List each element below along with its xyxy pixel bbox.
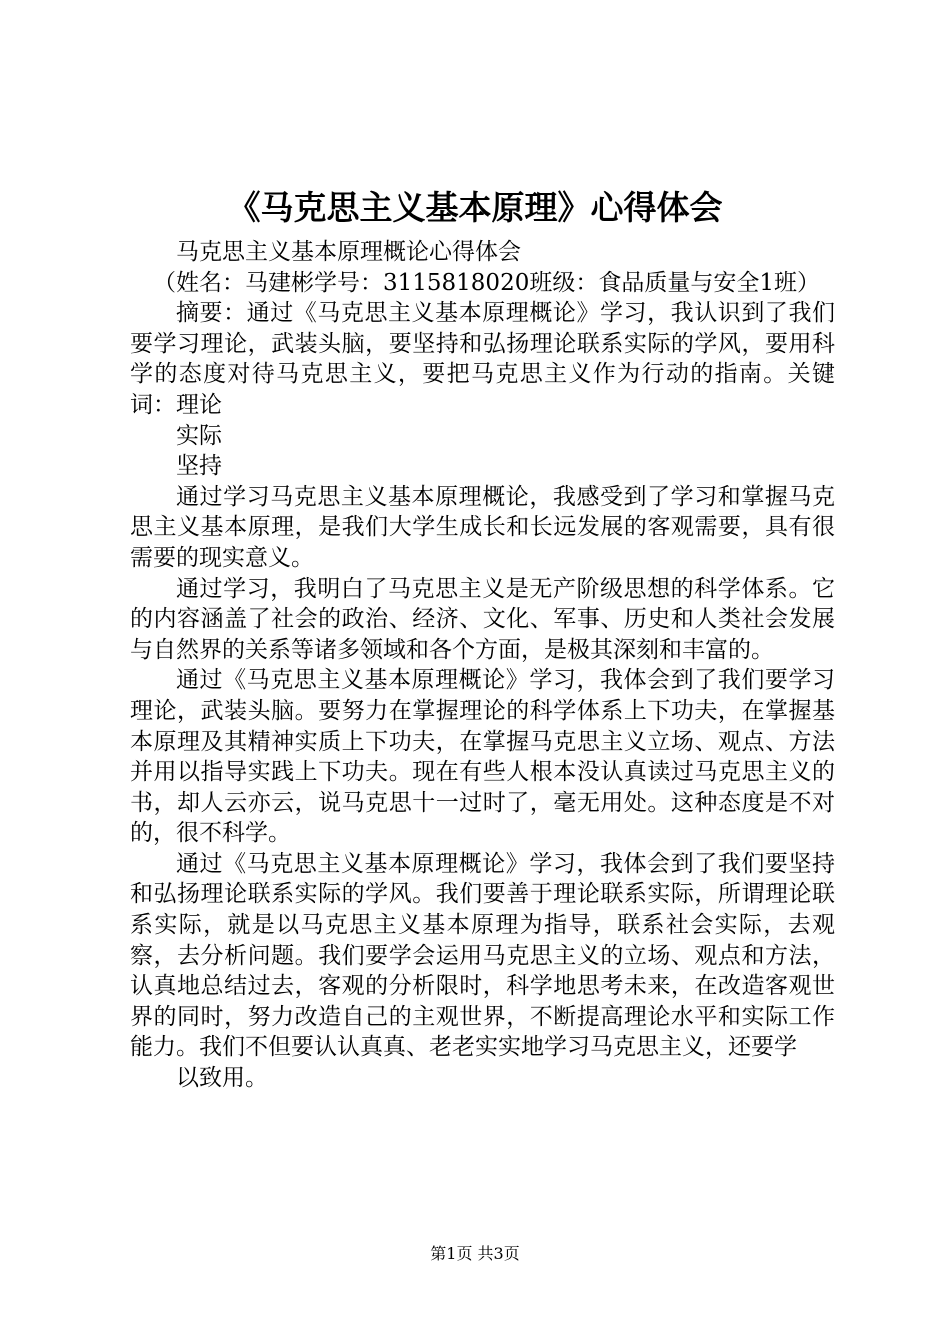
paragraph-keyword-practice: 实际 [176, 422, 222, 449]
page-footer: 第1页 共3页 [430, 1244, 520, 1263]
paragraph-body-3: 通过《马克思主义基本原理概论》学习，我体会到了我们要学习理论，武装头脑。要努力在掌握理论的科学体系上下功夫，在掌握基本原理及其精神实质上下功夫，在掌握马克思主义立场、观点、方法并用以指导实践上下功夫。现在有些人根本没认真读过马克思主义的书，却人云亦云，说马克思十一过时了，毫无用处。这种态度是不对的，很不科学。 [130, 667, 835, 847]
paragraph-abstract: 摘要：通过《马克思主义基本原理概论》学习，我认识到了我们要学习理论，武装头脑，要坚持和弘扬理论联系实际的学风，要用科学的态度对待马克思主义，要把马克思主义作为行动的指南。关键词：理论 [130, 300, 835, 418]
paragraph-body-5: 以致用。 [176, 1065, 268, 1092]
paragraph-subtitle: 马克思主义基本原理概论心得体会 [176, 239, 521, 265]
document-title: 《马克思主义基本原理》心得体会 [227, 188, 723, 227]
paragraph-keyword-persist: 坚持 [176, 453, 222, 480]
document-body [130, 237, 835, 1094]
paragraph-author-info: （姓名：马建彬学号：3115818020班级：食品质量与安全1班） [153, 269, 820, 296]
paragraph-body-2: 通过学习，我明白了马克思主义是无产阶级思想的科学体系。它的内容涵盖了社会的政治、经济、文化、军事、历史和人类社会发展与自然界的关系等诸多领域和各个方面，是极其深刻和丰富的。 [130, 575, 835, 663]
paragraph-body-4: 通过《马克思主义基本原理概论》学习，我体会到了我们要坚持和弘扬理论联系实际的学风。我们要善于理论联系实际，所谓理论联系实际，就是以马克思主义基本原理为指导，联系社会实际，去观察，去分析问题。我们要学会运用马克思主义的立场、观点和方法，认真地总结过去，客观的分析限时，科学地思考未来，在改造客观世界的同时，努力改造自己的主观世界，不断提高理论水平和实际工作能力。我们不但要认认真真、老老实实地学习马克思主义，还要学 [130, 850, 835, 1061]
paragraph-body-1: 通过学习马克思主义基本原理概论，我感受到了学习和掌握马克思主义基本原理，是我们大学生成长和长远发展的客观需要，具有很需要的现实意义。 [130, 483, 835, 571]
